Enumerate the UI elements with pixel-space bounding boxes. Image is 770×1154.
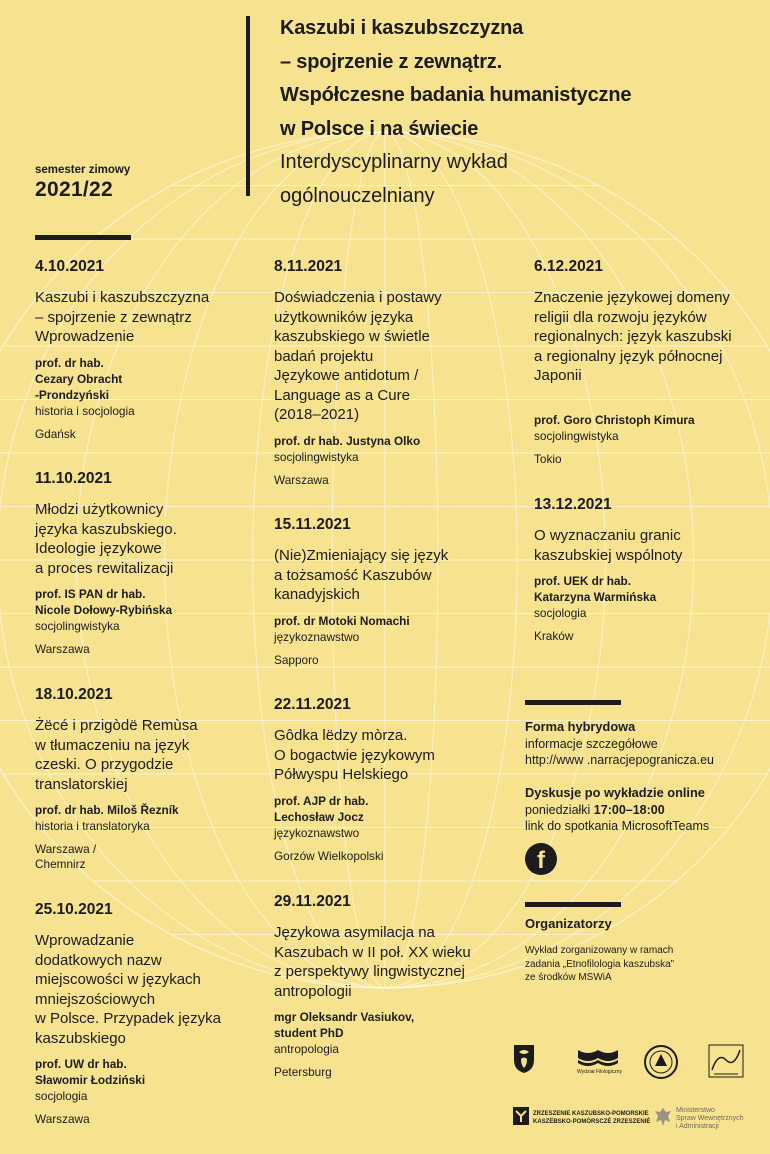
teams-link[interactable]: link do spotkania MicrosoftTeams — [525, 819, 710, 833]
lecture-speaker: prof. Goro Christoph Kimura — [534, 412, 695, 427]
lecture-speaker: prof. dr hab. Justyna Olko — [274, 433, 421, 448]
lecture-city: Warszawa / Chemnirz — [35, 842, 97, 871]
lecture-speaker: prof. dr hab. Miloš Řezník — [35, 803, 179, 817]
organizers-heading: Organizatorzy — [525, 916, 612, 931]
title-line-2: – spojrzenie z zewnątrz. — [280, 50, 502, 73]
zkp-logo-line-2: KASZËBSKO-POMÒRSCZÉ ZRZESZENIÉ — [533, 1119, 651, 1125]
organizers-text: Wykład zorganizowany w ramach zadania „Etnofilologia kaszubska” ze środków MSWiA — [525, 945, 674, 983]
lecture-topic: Gôdka lëdzy mòrza. O bogactwie językowym Półwyspu Helskiego — [274, 727, 435, 783]
discussion-info — [525, 785, 760, 835]
subtitle-line-1: Interdyscyplinarny wykład — [280, 151, 508, 173]
lecture-city: Warszawa — [35, 642, 90, 656]
faculty-logo-text: Wydział Filologiczny — [577, 1069, 622, 1075]
semester-year: 2021/22 — [35, 178, 114, 201]
lecture-date: 22.11.2021 — [274, 696, 351, 713]
lecture-block — [274, 893, 499, 1080]
lecture-block — [35, 901, 260, 1127]
lecture-block — [35, 258, 260, 442]
lecture-speaker: mgr Oleksandr Vasiukov, student PhD — [274, 1010, 415, 1040]
lecture-date: 11.10.2021 — [35, 470, 112, 487]
lecture-topic: Młodzi użytkownicy języka kaszubskiego. Ideologie językowe a proces rewitalizacji — [35, 501, 177, 577]
lecture-block — [534, 496, 759, 644]
university-crest-icon — [513, 1044, 535, 1074]
lecture-block — [35, 470, 260, 657]
title-bar — [246, 16, 250, 196]
hybrid-info — [525, 719, 760, 769]
lecture-date: 6.12.2021 — [534, 258, 603, 275]
faculty-logo-icon — [577, 1048, 619, 1070]
subtitle-line-2: ogólnouczelniany — [280, 184, 435, 207]
discussion-schedule — [525, 802, 760, 819]
lecture-city: Gorzów Wielkopolski — [274, 848, 384, 863]
lecture-topic: Wprowadzanie dodatkowych nazw miejscowości w językach mniejszościowych w Polsce. Przypadek języka kaszubskiego — [35, 932, 221, 1047]
lecture-field: językoznawstwo — [274, 825, 360, 840]
lecture-city: Warszawa — [35, 1112, 90, 1126]
lecture-block — [35, 686, 260, 872]
lecture-speaker: prof. UW dr hab. Sławomir Łodziński — [35, 1057, 146, 1087]
narrative-borderland-logo-icon — [708, 1044, 744, 1078]
lecture-field: historia i socjologia — [35, 403, 135, 418]
lecture-block — [274, 696, 499, 864]
lecture-field: socjolingwistyka — [35, 619, 120, 633]
title-line-1: Kaszubi i kaszubszczyzna — [280, 17, 524, 39]
title-line-4: w Polsce i na świecie — [280, 117, 479, 140]
semester-label: semester zimowy — [35, 164, 131, 176]
lecture-speaker: prof. dr Motoki Nomachi — [274, 613, 410, 628]
hybrid-details: informacje szczegółowe — [525, 736, 658, 751]
lecture-topic: Znaczenie językowej domeny religii dla rozwoju języków regionalnych: język kaszubski a regionalny język północnej Japonii — [534, 289, 732, 384]
lecture-block — [274, 516, 499, 668]
lecture-field: socjologia — [534, 606, 587, 620]
lecture-topic: Doświadczenia i postawy użytkowników języka kaszubskiego w świetle badań projektu Językowe antidotum / Language as a Cure (2018–2021) — [274, 289, 442, 423]
lecture-field: socjologia — [35, 1089, 88, 1103]
discussion-day: poniedziałki — [525, 802, 594, 817]
lecture-date: 25.10.2021 — [35, 901, 113, 918]
lecture-topic: Językowa asymilacja na Kaszubach w II poł. XX wieku z perspektywy lingwistycznej antropologii — [274, 924, 471, 1000]
lecture-city: Warszawa — [274, 472, 329, 487]
page-title — [280, 12, 750, 213]
lecture-city: Kraków — [534, 629, 574, 643]
lecture-speaker: prof. UEK dr hab. Katarzyna Warmińska — [534, 574, 657, 604]
lecture-topic: Żëcé i przigòdë Remùsa w tłumaczeniu na język czeski. O przygodzie translatorskiej — [35, 717, 198, 793]
lecture-city: Gdańsk — [35, 426, 76, 441]
lecture-date: 29.11.2021 — [274, 893, 351, 910]
discussion-time: 17:00–18:00 — [593, 802, 665, 817]
lecture-topic: (Nie)Zmieniający się język a tożsamość Kaszubów kanadyjskich — [274, 547, 449, 603]
hybrid-heading: Forma hybrydowa — [525, 719, 636, 734]
lecture-field: socjolingwistyka — [274, 449, 359, 464]
website-link[interactable]: http://www .narracjepogranicza.eu — [525, 753, 714, 767]
lecture-field: socjolingwistyka — [534, 428, 619, 443]
lecture-field: historia i translatoryka — [35, 819, 150, 833]
lecture-city: Sapporo — [274, 652, 319, 667]
lecture-date: 15.11.2021 — [274, 516, 351, 533]
title-line-3: Współczesne badania humanistyczne — [280, 84, 632, 106]
lecture-date: 8.11.2021 — [274, 258, 343, 275]
zkp-logo-line-1: ZRZESZENIE KASZUBSKO-POMORSKIE — [533, 1111, 649, 1117]
lecture-city: Petersburg — [274, 1065, 332, 1079]
lecture-topic: Kaszubi i kaszubszczyzna – spojrzenie z zewnątrz Wprowadzenie — [35, 289, 210, 345]
lecture-speaker: prof. dr hab. Cezary Obracht -Prondzyński — [35, 355, 123, 402]
lecture-date: 4.10.2021 — [35, 258, 104, 275]
ministry-eagle-icon — [654, 1106, 672, 1128]
divider — [525, 700, 621, 705]
discussion-heading: Dyskusje po wykładzie online — [525, 785, 705, 800]
ministry-logo-text: Ministerstwo Spraw Wewnętrznych i Administracji — [676, 1107, 744, 1130]
lecture-field: językoznawstwo — [274, 629, 360, 644]
zkp-emblem-icon — [513, 1107, 529, 1125]
lecture-block — [534, 258, 759, 467]
facebook-icon[interactable]: f — [525, 843, 557, 875]
divider — [35, 235, 131, 240]
lecture-field: antropologia — [274, 1042, 339, 1056]
lecture-topic: O wyznaczaniu granic kaszubskiej wspólnoty — [534, 527, 683, 564]
lecture-speaker: prof. IS PAN dr hab. Nicole Dołowy-Rybińska — [35, 587, 173, 617]
lecture-block — [274, 258, 499, 488]
lecture-speaker: prof. AJP dr hab. Lechosław Jocz — [274, 793, 369, 824]
lecture-city: Tokio — [534, 451, 562, 466]
academy-seal-icon — [643, 1044, 679, 1080]
lecture-date: 13.12.2021 — [534, 496, 612, 513]
lecture-date: 18.10.2021 — [35, 686, 113, 703]
divider — [525, 902, 621, 907]
